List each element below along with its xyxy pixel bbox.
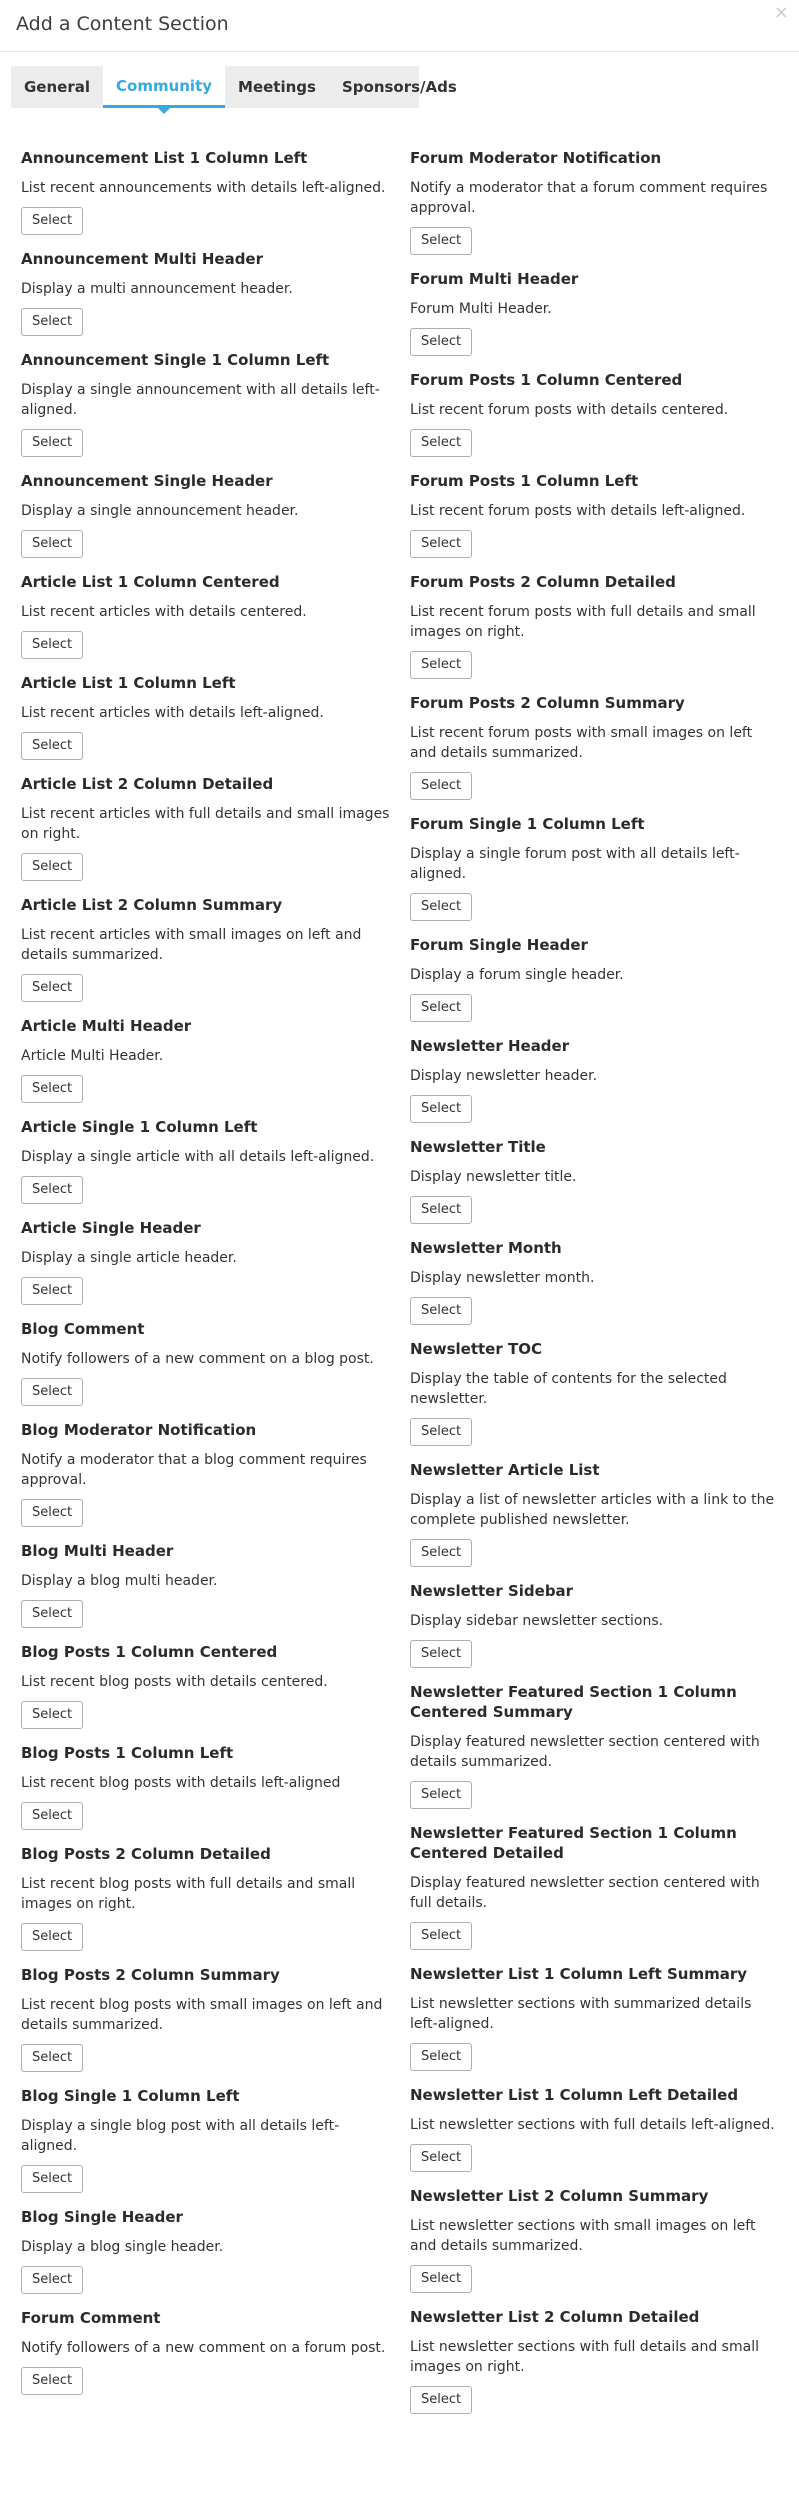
select-button[interactable]: Select <box>21 308 83 336</box>
select-button[interactable]: Select <box>410 1539 472 1567</box>
select-button[interactable]: Select <box>21 1277 83 1305</box>
content-section-item <box>410 471 780 572</box>
section-title: Article List 1 Column Left <box>21 674 236 692</box>
section-title: Newsletter Title <box>410 1138 546 1156</box>
section-title: Newsletter Month <box>410 1239 562 1257</box>
section-description: Display newsletter title. <box>410 1169 577 1185</box>
close-icon[interactable]: × <box>773 2 789 23</box>
select-button[interactable]: Select <box>410 893 472 921</box>
select-button[interactable]: Select <box>21 631 83 659</box>
content-section-item <box>21 1319 391 1420</box>
tab-sponsors-ads[interactable]: Sponsors/Ads <box>341 78 457 96</box>
content-section-item <box>410 572 780 693</box>
content-section-item <box>410 1036 780 1137</box>
section-description: Display a single announcement with all details left-aligned. <box>21 382 380 418</box>
section-description: List recent articles with details left-aligned. <box>21 705 324 721</box>
content-section-item <box>410 814 780 935</box>
content-section-item <box>21 249 391 350</box>
section-description: Display the table of contents for the selected newsletter. <box>410 1371 727 1407</box>
section-description: Display newsletter header. <box>410 1068 598 1084</box>
section-title: Blog Moderator Notification <box>21 1421 257 1439</box>
section-description: Notify a moderator that a forum comment requires approval. <box>410 180 768 216</box>
section-description: List recent blog posts with details left-aligned <box>21 1775 341 1791</box>
section-title: Article List 2 Column Detailed <box>21 775 274 793</box>
tab-meetings[interactable]: Meetings <box>238 78 316 96</box>
select-button[interactable]: Select <box>410 651 472 679</box>
section-title: Newsletter Article List <box>410 1461 600 1479</box>
section-title: Newsletter Sidebar <box>410 1582 574 1600</box>
content-section-item <box>21 1218 391 1319</box>
section-description: Notify followers of a new comment on a blog post. <box>21 1351 374 1367</box>
section-description: Display a blog multi header. <box>21 1573 218 1589</box>
section-description: Notify followers of a new comment on a forum post. <box>21 2340 386 2356</box>
section-title: Announcement Single Header <box>21 472 273 490</box>
select-button[interactable]: Select <box>410 994 472 1022</box>
content-section-item <box>21 471 391 572</box>
section-title: Blog Single 1 Column Left <box>21 2087 240 2105</box>
select-button[interactable]: Select <box>21 853 83 881</box>
left-column <box>21 148 391 2409</box>
content-section-item <box>21 673 391 774</box>
section-description: List recent forum posts with small images on left and details summarized. <box>410 725 753 761</box>
section-title: Article List 1 Column Centered <box>21 573 280 591</box>
content-section-item <box>21 1117 391 1218</box>
content-section-item <box>410 370 780 471</box>
select-button[interactable]: Select <box>21 1378 83 1406</box>
modal-title: Add a Content Section <box>16 13 229 35</box>
content-section-item <box>410 1581 780 1682</box>
select-button[interactable]: Select <box>21 2367 83 2395</box>
section-description: List newsletter sections with full details and small images on right. <box>410 2339 759 2375</box>
select-button[interactable]: Select <box>21 530 83 558</box>
content-section-item <box>21 774 391 895</box>
select-button[interactable]: Select <box>21 732 83 760</box>
section-description: List newsletter sections with summarized details left-aligned. <box>410 1996 752 2032</box>
select-button[interactable]: Select <box>410 2265 472 2293</box>
section-title: Forum Posts 2 Column Detailed <box>410 573 676 591</box>
section-title: Newsletter List 1 Column Left Detailed <box>410 2086 739 2104</box>
content-section-item <box>21 2207 391 2308</box>
section-title: Blog Posts 2 Column Summary <box>21 1966 280 1984</box>
section-description: Display a single announcement header. <box>21 503 299 519</box>
section-description: Display a blog single header. <box>21 2239 224 2255</box>
select-button[interactable]: Select <box>21 2044 83 2072</box>
content-section-item <box>410 2085 780 2186</box>
content-section-item <box>21 1743 391 1844</box>
select-button[interactable]: Select <box>410 2386 472 2414</box>
select-button[interactable]: Select <box>21 429 83 457</box>
section-description: Display a single article with all details left-aligned. <box>21 1149 375 1165</box>
modal-header <box>0 0 799 52</box>
tab-general[interactable]: General <box>24 78 90 96</box>
content-section-item <box>410 1964 780 2085</box>
section-title: Blog Posts 1 Column Left <box>21 1744 234 1762</box>
section-title: Forum Comment <box>21 2309 161 2327</box>
right-column <box>410 148 780 2428</box>
section-description: Notify a moderator that a blog comment requires approval. <box>21 1452 367 1488</box>
section-title: Article Single Header <box>21 1219 201 1237</box>
content-section-item <box>21 1642 391 1743</box>
content-section-item <box>410 935 780 1036</box>
section-description: Display sidebar newsletter sections. <box>410 1613 664 1629</box>
select-button[interactable]: Select <box>410 429 472 457</box>
content-section-item <box>410 148 780 269</box>
section-description: Display a single article header. <box>21 1250 237 1266</box>
section-title: Article Single 1 Column Left <box>21 1118 258 1136</box>
section-description: Display a list of newsletter articles with a link to the complete published newsletter. <box>410 1492 775 1528</box>
section-description: List recent articles with full details and small images on right. <box>21 806 390 842</box>
section-title: Newsletter Header <box>410 1037 570 1055</box>
section-title: Blog Posts 1 Column Centered <box>21 1643 278 1661</box>
tab-community[interactable]: Community <box>103 66 225 108</box>
section-title: Announcement List 1 Column Left <box>21 149 308 167</box>
select-button[interactable]: Select <box>21 2266 83 2294</box>
section-description: List recent announcements with details left-aligned. <box>21 180 386 196</box>
section-title: Forum Posts 1 Column Centered <box>410 371 683 389</box>
section-title: Newsletter List 1 Column Left Summary <box>410 1965 747 1983</box>
section-description: Display featured newsletter section centered with details summarized. <box>410 1734 760 1770</box>
section-description: Forum Multi Header. <box>410 301 552 317</box>
select-button[interactable]: Select <box>410 328 472 356</box>
section-title: Forum Single Header <box>410 936 588 954</box>
content-section-item <box>21 895 391 1016</box>
section-description: List recent blog posts with small images on left and details summarized. <box>21 1997 383 2033</box>
select-button[interactable]: Select <box>410 1781 472 1809</box>
section-title: Article List 2 Column Summary <box>21 896 283 914</box>
content-section-item <box>21 1965 391 2086</box>
section-title: Newsletter Featured Section 1 Column Centered Detailed <box>410 1824 737 1862</box>
section-description: Display newsletter month. <box>410 1270 595 1286</box>
section-description: List recent forum posts with details left-aligned. <box>410 503 746 519</box>
content-section-item <box>21 572 391 673</box>
section-title: Forum Posts 1 Column Left <box>410 472 639 490</box>
content-section-item <box>410 693 780 814</box>
content-section-item <box>410 2186 780 2307</box>
section-title: Forum Moderator Notification <box>410 149 662 167</box>
section-description: Display featured newsletter section centered with full details. <box>410 1875 760 1911</box>
section-title: Article Multi Header <box>21 1017 192 1035</box>
section-title: Blog Single Header <box>21 2208 183 2226</box>
section-title: Blog Multi Header <box>21 1542 174 1560</box>
content-section-item <box>410 1823 780 1964</box>
content-section-item <box>410 1682 780 1823</box>
section-title: Newsletter List 2 Column Summary <box>410 2187 709 2205</box>
content-section-item <box>21 148 391 249</box>
section-description: List newsletter sections with small images on left and details summarized. <box>410 2218 756 2254</box>
select-button[interactable]: Select <box>410 1922 472 1950</box>
section-title: Newsletter TOC <box>410 1340 542 1358</box>
select-button[interactable]: Select <box>21 1499 83 1527</box>
section-title: Newsletter Featured Section 1 Column Centered Summary <box>410 1683 737 1721</box>
select-button[interactable]: Select <box>410 1418 472 1446</box>
section-description: List recent blog posts with details centered. <box>21 1674 328 1690</box>
select-button[interactable]: Select <box>21 1701 83 1729</box>
section-title: Forum Single 1 Column Left <box>410 815 645 833</box>
select-button[interactable]: Select <box>21 1923 83 1951</box>
section-description: Article Multi Header. <box>21 1048 164 1064</box>
select-button[interactable]: Select <box>410 2043 472 2071</box>
select-button[interactable]: Select <box>21 1600 83 1628</box>
content-section-item <box>410 1339 780 1460</box>
content-section-item <box>21 1420 391 1541</box>
section-title: Newsletter List 2 Column Detailed <box>410 2308 700 2326</box>
content-section-item <box>21 2308 391 2409</box>
content-section-item <box>21 350 391 471</box>
content-section-item <box>410 269 780 370</box>
select-button[interactable]: Select <box>410 1095 472 1123</box>
section-description: Display a forum single header. <box>410 967 624 983</box>
section-title: Forum Posts 2 Column Summary <box>410 694 685 712</box>
content-section-item <box>21 1016 391 1117</box>
content-section-item <box>21 2086 391 2207</box>
section-title: Blog Posts 2 Column Detailed <box>21 1845 271 1863</box>
section-title: Announcement Single 1 Column Left <box>21 351 330 369</box>
content-section-item <box>21 1844 391 1965</box>
select-button[interactable]: Select <box>410 530 472 558</box>
select-button[interactable]: Select <box>21 1075 83 1103</box>
section-description: List recent forum posts with full details and small images on right. <box>410 604 756 640</box>
section-description: Display a single blog post with all details left-aligned. <box>21 2118 340 2154</box>
content-section-item <box>410 1137 780 1238</box>
select-button[interactable]: Select <box>410 1297 472 1325</box>
section-description: List newsletter sections with full details left-aligned. <box>410 2117 775 2133</box>
select-button[interactable]: Select <box>410 227 472 255</box>
section-description: List recent articles with small images on left and details summarized. <box>21 927 362 963</box>
content-section-item <box>410 1460 780 1581</box>
section-title: Announcement Multi Header <box>21 250 264 268</box>
select-button[interactable]: Select <box>410 1640 472 1668</box>
select-button[interactable]: Select <box>410 1196 472 1224</box>
section-title: Blog Comment <box>21 1320 145 1338</box>
section-title: Forum Multi Header <box>410 270 579 288</box>
section-description: List recent forum posts with details centered. <box>410 402 729 418</box>
section-description: List recent blog posts with full details and small images on right. <box>21 1876 356 1912</box>
select-button[interactable]: Select <box>21 974 83 1002</box>
section-description: Display a single forum post with all details left-aligned. <box>410 846 740 882</box>
select-button[interactable]: Select <box>410 772 472 800</box>
content-section-item <box>410 2307 780 2428</box>
content-section-item <box>410 1238 780 1339</box>
tab-bar <box>11 66 457 108</box>
select-button[interactable]: Select <box>410 2144 472 2172</box>
content-section-item <box>21 1541 391 1642</box>
select-button[interactable]: Select <box>21 1802 83 1830</box>
select-button[interactable]: Select <box>21 1176 83 1204</box>
section-description: Display a multi announcement header. <box>21 281 293 297</box>
select-button[interactable]: Select <box>21 2165 83 2193</box>
select-button[interactable]: Select <box>21 207 83 235</box>
section-description: List recent articles with details centered. <box>21 604 307 620</box>
